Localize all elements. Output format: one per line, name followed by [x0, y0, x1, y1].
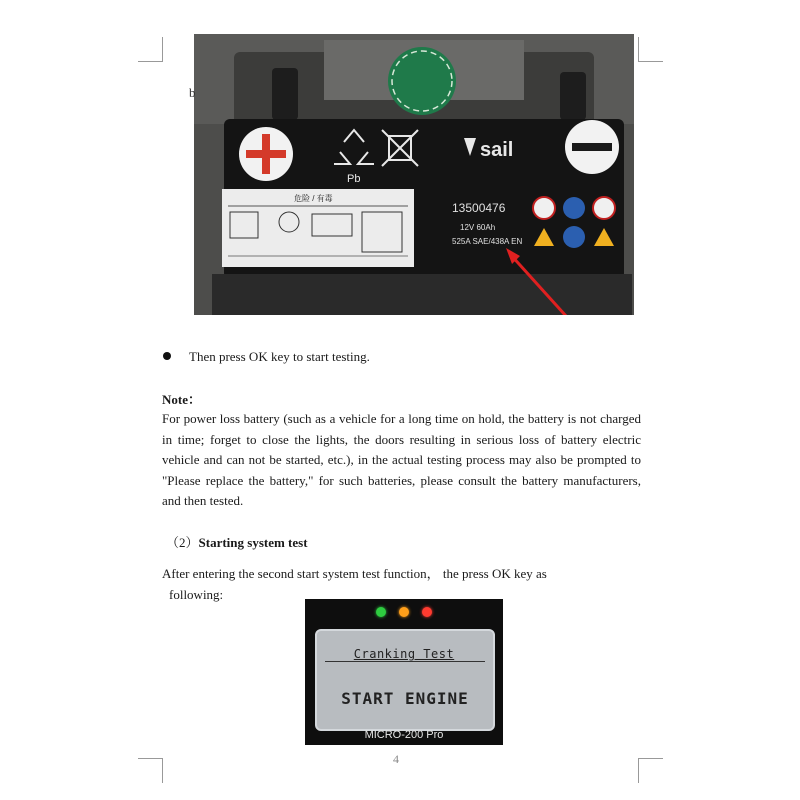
- section-title: Starting system test: [198, 535, 308, 550]
- warning-sticker-title: 危险 / 有毒: [294, 194, 333, 203]
- green-seal-icon: [388, 47, 456, 115]
- lcd-screen: [315, 629, 495, 731]
- pb-label: Pb: [347, 173, 361, 185]
- eye-protection-icon: [563, 197, 585, 219]
- battery-photo: [194, 34, 634, 315]
- step-text: Then press OK key to start testing.: [189, 349, 370, 364]
- section-number: （2）: [166, 535, 199, 550]
- no-fire-icon: [533, 197, 555, 219]
- bullet-dot-icon: [163, 352, 171, 360]
- voltage-label: 12V 60Ah: [460, 223, 496, 232]
- step-bullet: [163, 349, 370, 365]
- section-heading: [166, 532, 308, 551]
- crop-mark-top-right: [638, 37, 663, 62]
- instruction-line-1: After entering the second start system test function， the press OK key as: [162, 566, 547, 581]
- page-number: 4: [393, 752, 399, 766]
- tester-device: [305, 599, 503, 745]
- lcd-divider: [325, 661, 485, 662]
- orange-led-icon: [399, 607, 409, 617]
- stray-character: b: [189, 85, 196, 100]
- crop-mark-bottom-left: [138, 758, 163, 783]
- lcd-title: Cranking Test: [353, 647, 455, 661]
- crop-mark-top-left: [138, 37, 163, 62]
- part-number-label: 13500476: [452, 201, 506, 215]
- keep-away-children-icon: [593, 197, 615, 219]
- note-body: For power loss battery (such as a vehicle for a long time on hold, the battery is not charged in time; forget to close the lights, the doors resulting in serious loss of battery electric vehicle and can not be started, etc.), in the actual testing process may also be prompted to "Please replace the battery," for such batteries, please consult the battery manufacturers, and then tested.: [162, 411, 641, 508]
- note-label: Note：: [162, 392, 201, 407]
- terminal-post-positive: [272, 68, 298, 120]
- brand-label: sail: [480, 139, 514, 161]
- terminal-post-negative: [560, 72, 586, 120]
- rating-label: 525A SAE/438A EN: [452, 237, 523, 246]
- green-led-icon: [376, 607, 386, 617]
- red-led-icon: [422, 607, 432, 617]
- read-manual-icon: [563, 226, 585, 248]
- lcd-message: START ENGINE: [341, 689, 469, 708]
- instruction-line-2: following:: [169, 587, 224, 602]
- crop-mark-bottom-right: [638, 758, 663, 783]
- device-model-label: MICRO-200 Pro: [364, 729, 444, 741]
